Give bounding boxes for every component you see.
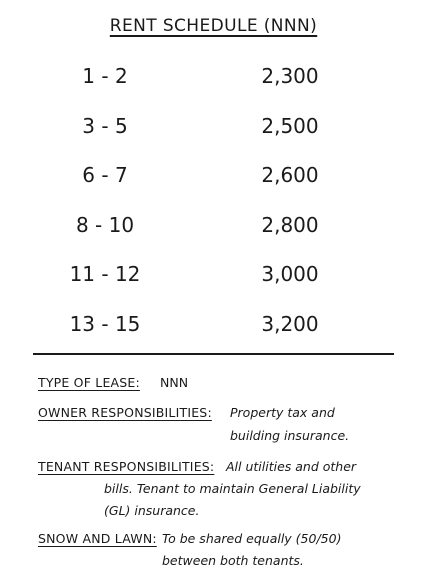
schedule-row <box>0 110 427 160</box>
years-cell: 13 - 15 <box>69 311 141 336</box>
years-cell: 11 - 12 <box>69 262 141 286</box>
owner-responsibilities-label: OWNER RESPONSIBILITIES: <box>38 405 212 420</box>
snow-lawn-line2: between both tenants. <box>162 553 304 568</box>
amount-cell: 2,300 <box>261 64 319 88</box>
amount-cell: 2,600 <box>261 163 319 187</box>
snow-lawn-label: SNOW AND LAWN: <box>38 531 157 546</box>
amount-cell: 2,800 <box>261 212 319 237</box>
lease-type-label: TYPE OF LEASE: <box>38 375 140 390</box>
owner-responsibilities-line1: Property tax and <box>230 405 335 420</box>
lease-type-value: NNN <box>160 375 189 390</box>
schedule-row <box>0 60 427 110</box>
section-divider <box>33 353 394 355</box>
snow-lawn-line1: To be shared equally (50/50) <box>162 531 342 546</box>
years-cell: 6 - 7 <box>82 163 128 187</box>
amount-cell: 2,500 <box>261 113 319 138</box>
tenant-responsibilities-line1: All utilities and other <box>226 459 357 474</box>
amount-cell: 3,000 <box>261 262 319 286</box>
title-text: RENT SCHEDULE (NNN) <box>109 16 318 36</box>
amount-cell: 3,200 <box>261 311 319 336</box>
schedule-row <box>0 159 427 209</box>
years-cell: 8 - 10 <box>75 212 135 237</box>
tenant-responsibilities-label: TENANT RESPONSIBILITIES: <box>38 459 215 474</box>
schedule-row <box>0 209 427 259</box>
years-cell: 1 - 2 <box>82 64 128 88</box>
schedule-row <box>0 258 427 308</box>
tenant-responsibilities-line2: bills. Tenant to maintain General Liability <box>104 481 361 496</box>
years-cell: 3 - 5 <box>82 113 128 138</box>
page-title <box>0 16 427 36</box>
rent-schedule-table <box>0 60 427 357</box>
owner-responsibilities-line2: building insurance. <box>230 428 350 443</box>
schedule-row <box>0 308 427 358</box>
tenant-responsibilities-line3: (GL) insurance. <box>104 503 200 518</box>
